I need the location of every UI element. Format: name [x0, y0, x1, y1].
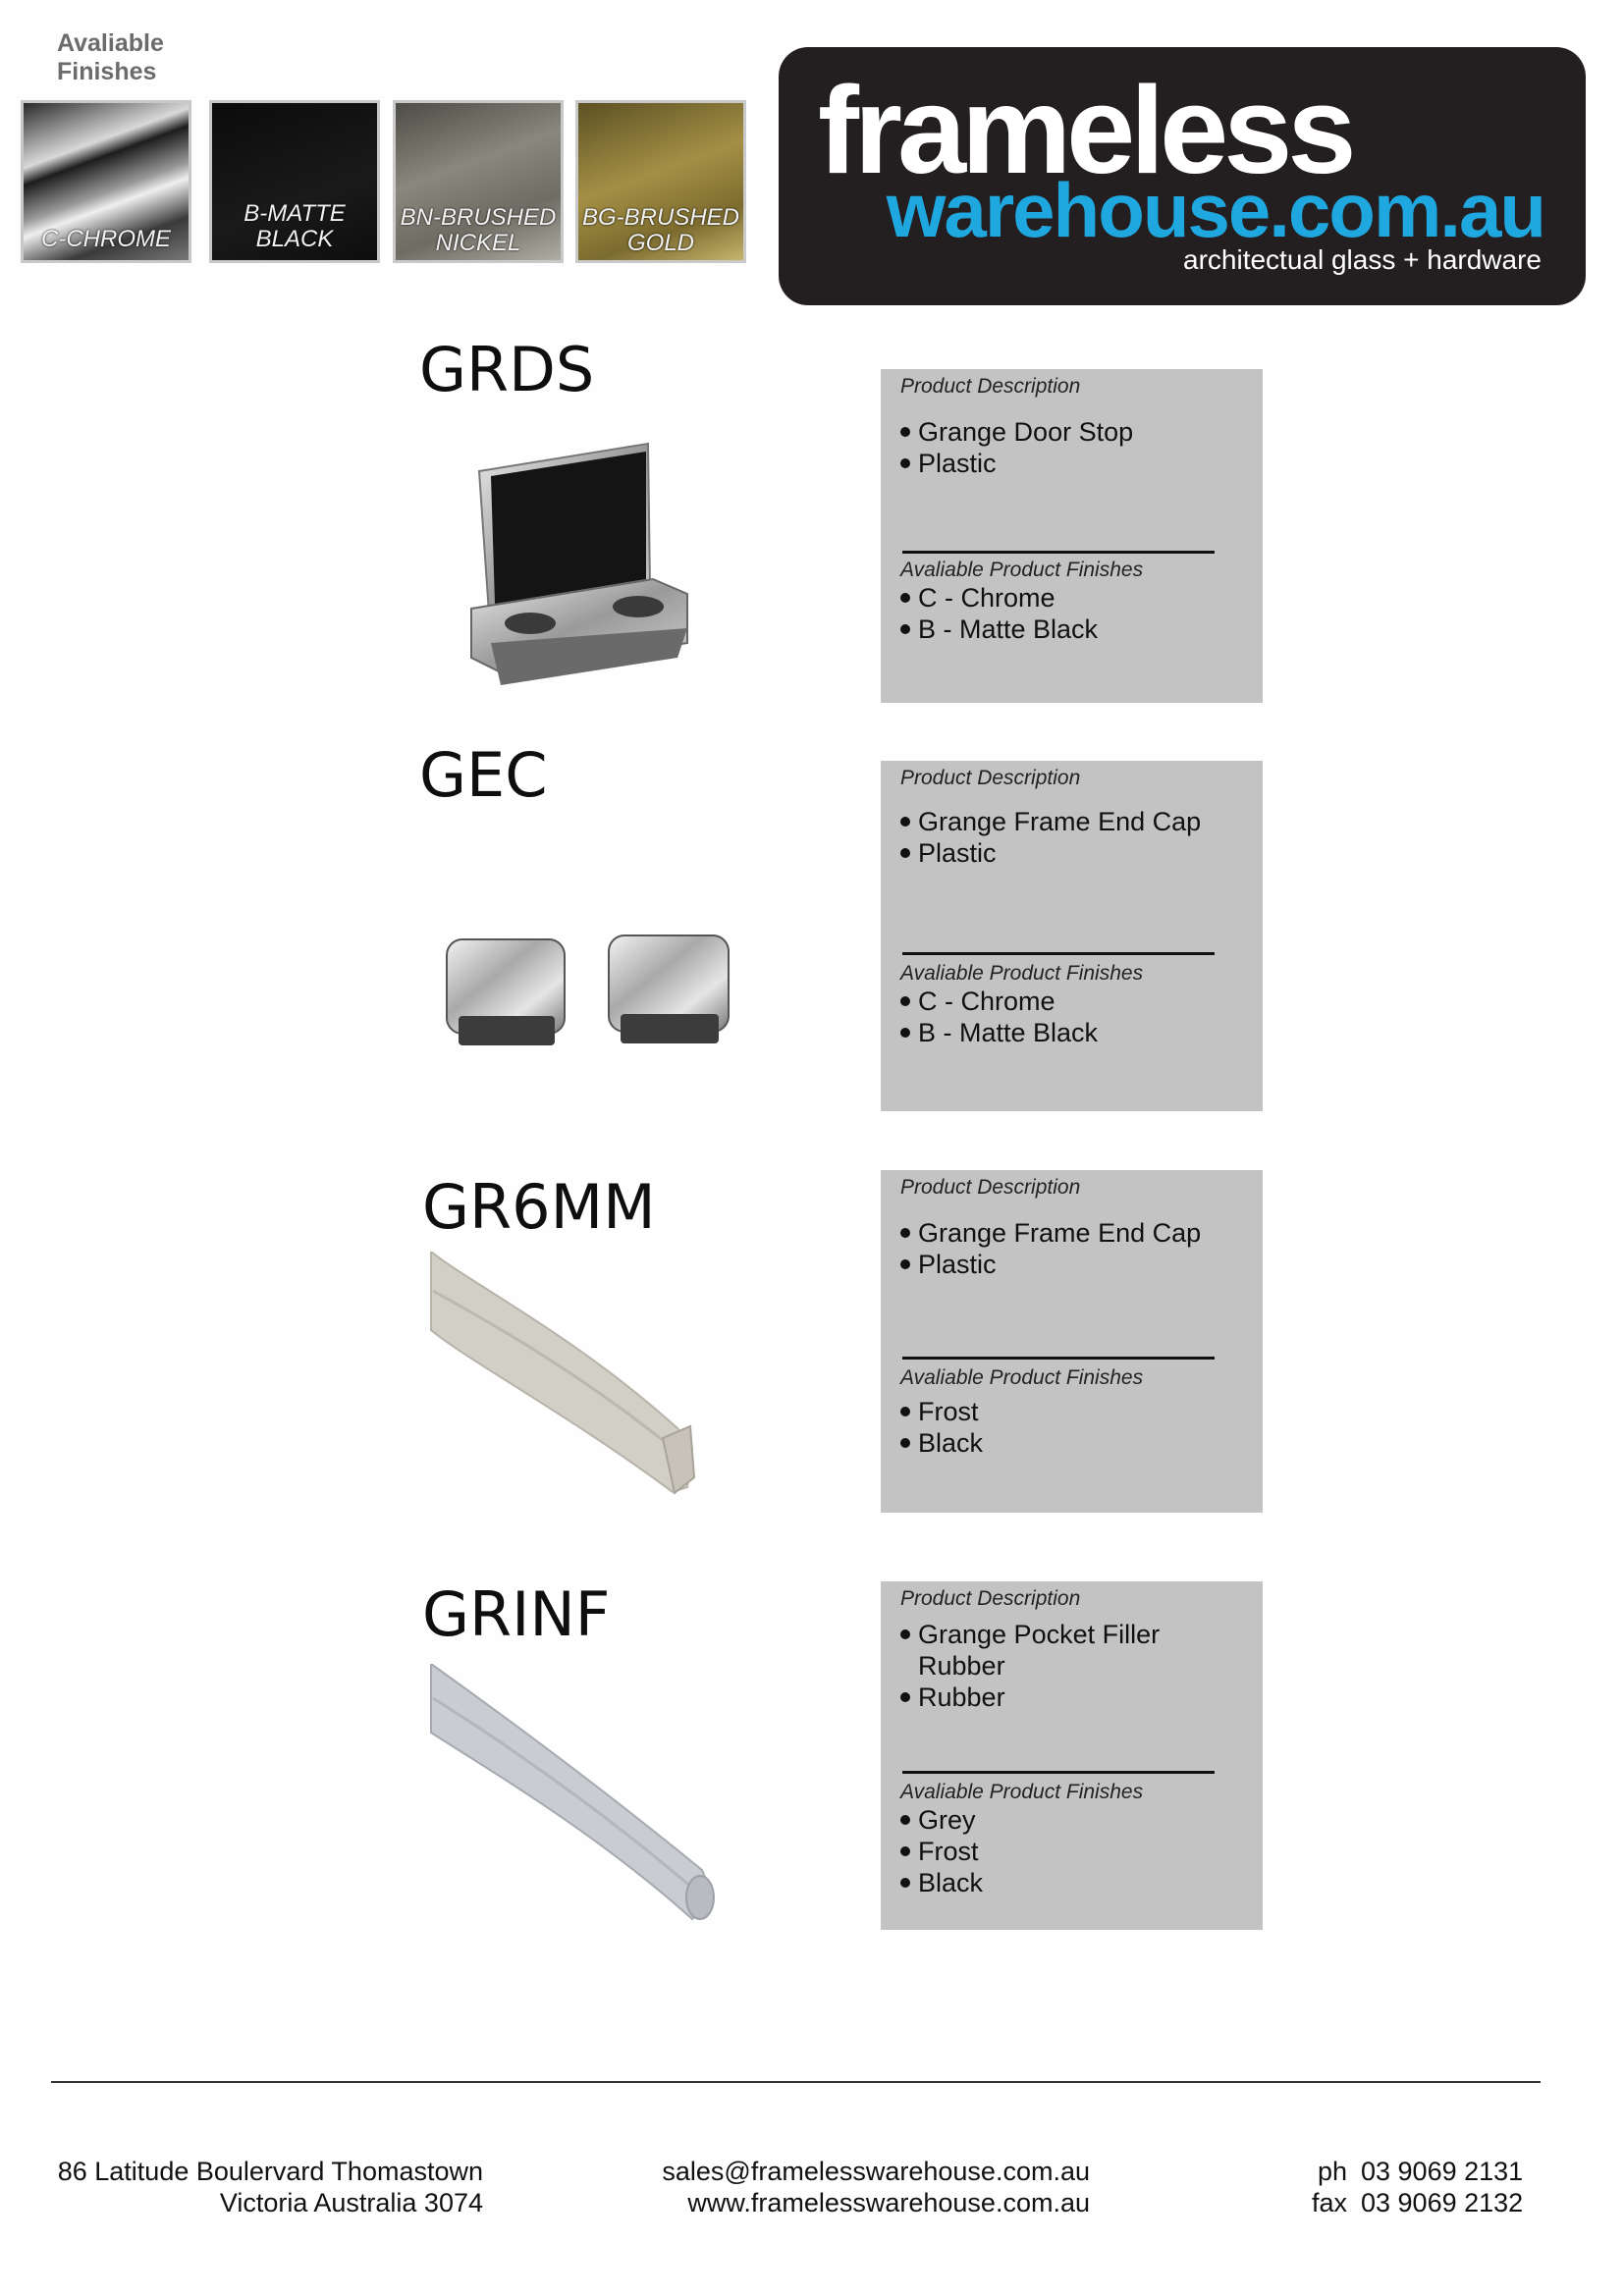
footer-contact — [638, 2156, 1090, 2218]
finish-swatch-matte-black — [209, 100, 380, 263]
finish-item: Black — [900, 1867, 983, 1898]
description-item: Grange Pocket Filler Rubber — [900, 1619, 1243, 1682]
finish-item: B - Matte Black — [900, 1017, 1098, 1048]
product-description-box — [881, 1581, 1263, 1930]
footer-phone — [1298, 2156, 1573, 2218]
description-item: Plastic — [900, 448, 1243, 479]
finish-swatch-label: B-MATTE BLACK — [244, 200, 346, 252]
brand-logo — [779, 47, 1586, 305]
finishes-subheading: Avaliable Product Finishes — [900, 559, 1144, 581]
logo-wordmark-domain: warehouse.com.au — [886, 167, 1544, 253]
phone-number[interactable]: 03 9069 2131 — [1361, 2157, 1524, 2186]
website-link[interactable]: www.framelesswarehouse.com.au — [687, 2188, 1090, 2217]
description-item: Plastic — [900, 1249, 1243, 1280]
finish-item: Grey — [900, 1804, 983, 1836]
product-description-box — [881, 369, 1263, 703]
description-heading: Product Description — [900, 767, 1081, 789]
footer-address — [56, 2156, 483, 2218]
fax-label: fax — [1311, 2188, 1347, 2217]
finishes-subheading: Avaliable Product Finishes — [900, 1366, 1144, 1389]
divider — [902, 1771, 1215, 1774]
email-link[interactable]: sales@framelesswarehouse.com.au — [662, 2157, 1090, 2186]
finish-swatch-chrome — [21, 100, 191, 263]
finishes-heading: Avaliable Finishes — [57, 29, 164, 85]
logo-wordmark-top: frameless — [818, 61, 1352, 199]
footer-divider — [51, 2081, 1541, 2083]
phone-label: ph — [1317, 2157, 1347, 2186]
finishes-subheading: Avaliable Product Finishes — [900, 1781, 1144, 1803]
finish-swatch-label: C-CHROME — [41, 226, 171, 252]
finish-item: C - Chrome — [900, 986, 1098, 1017]
address-line-2: Victoria Australia 3074 — [219, 2188, 483, 2217]
description-heading: Product Description — [900, 1176, 1081, 1199]
product-code: GR6MM — [422, 1171, 656, 1243]
finish-swatch-brushed-nickel — [393, 100, 564, 263]
filler-rubber-image — [427, 1664, 722, 1929]
finish-swatch-label: BG-BRUSHED GOLD — [581, 204, 740, 256]
product-code: GRDS — [419, 334, 595, 405]
description-item: Plastic — [900, 837, 1243, 869]
finishes-subheading: Avaliable Product Finishes — [900, 962, 1144, 985]
finish-item: C - Chrome — [900, 582, 1098, 614]
end-cap-image — [437, 928, 741, 1065]
logo-tagline: architectual glass + hardware — [1183, 244, 1542, 275]
product-code: GRINF — [422, 1578, 611, 1650]
door-stop-image — [461, 432, 707, 697]
product-description-box — [881, 1170, 1263, 1513]
finish-item: Frost — [900, 1396, 983, 1427]
finish-item: B - Matte Black — [900, 614, 1098, 645]
divider — [902, 1357, 1215, 1360]
description-item: Grange Frame End Cap — [900, 1217, 1243, 1249]
seal-strip-image — [427, 1252, 702, 1507]
description-item: Grange Frame End Cap — [900, 806, 1243, 837]
divider — [902, 952, 1215, 955]
description-heading: Product Description — [900, 1587, 1081, 1610]
finish-item: Frost — [900, 1836, 983, 1867]
description-heading: Product Description — [900, 375, 1081, 398]
product-description-box — [881, 761, 1263, 1111]
finish-swatch-label: BN-BRUSHED NICKEL — [400, 204, 557, 256]
description-item: Grange Door Stop — [900, 416, 1243, 448]
finish-item: Black — [900, 1427, 983, 1459]
description-item: Rubber — [900, 1682, 1243, 1713]
finish-swatch-brushed-gold — [575, 100, 746, 263]
divider — [902, 551, 1215, 554]
fax-number: 03 9069 2132 — [1361, 2188, 1524, 2217]
product-code: GEC — [419, 739, 548, 811]
address-line-1: 86 Latitude Boulervard Thomastown — [57, 2157, 483, 2186]
